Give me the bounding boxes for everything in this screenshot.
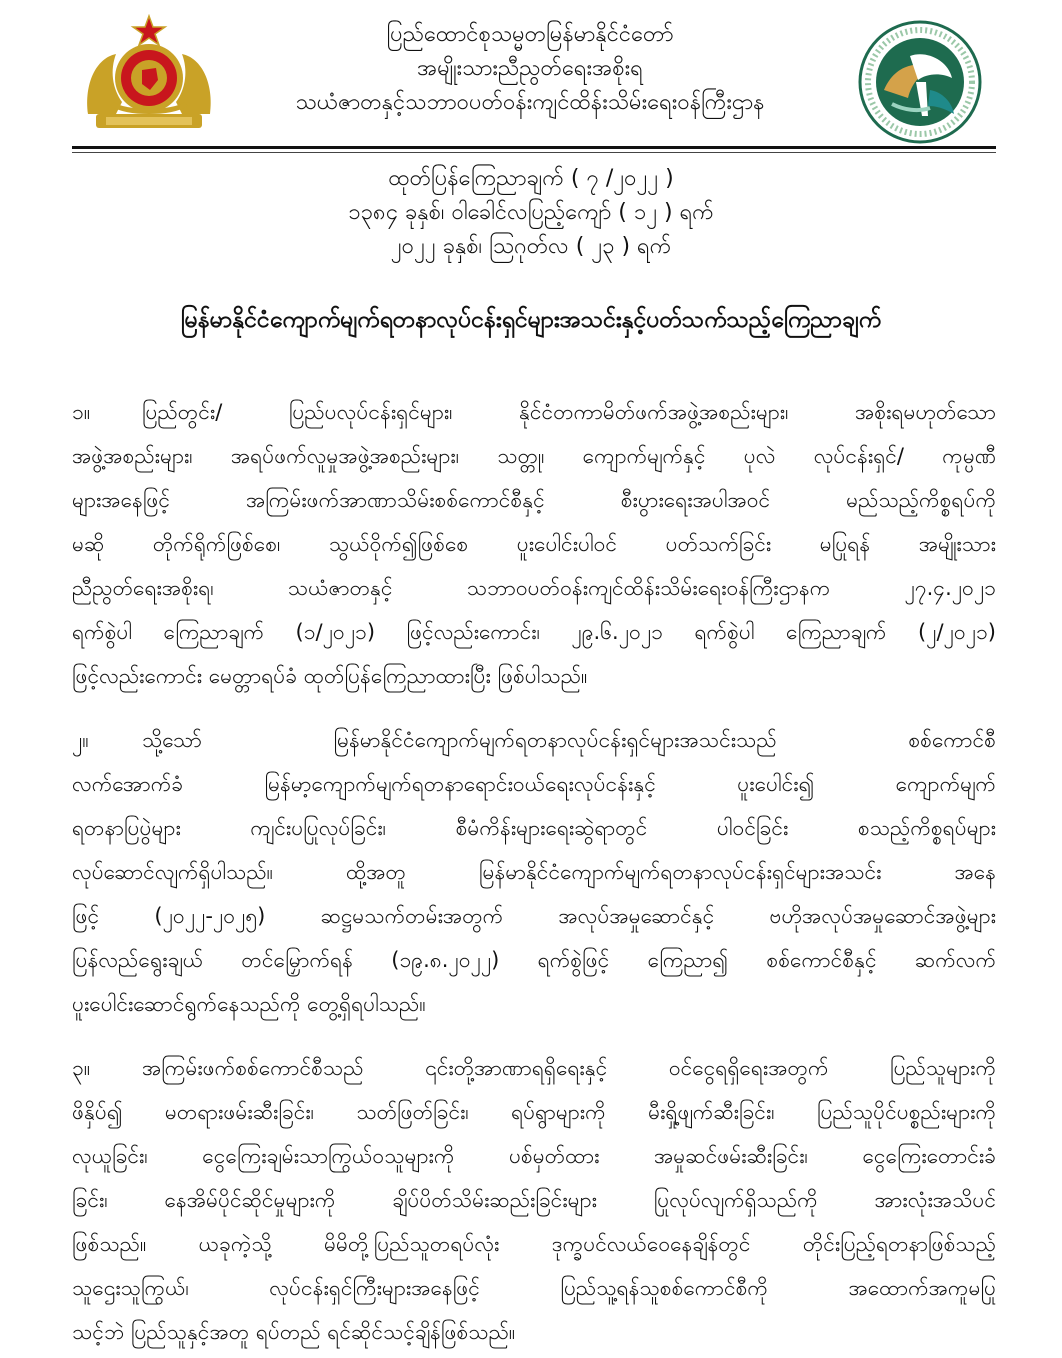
letterhead-text [230,18,830,120]
paragraph-line: လက်အောက်ခံ မြန်မာ့ကျောက်မျက်ရတနာရောင်းဝယ်ရေးလုပ်ငန်းနှင့် ပူးပေါင်း၍ ကျောက်မျက် [72,772,996,796]
paragraph-3 [72,1046,996,1354]
paragraph-line: ပြန်လည်ရွေးချယ် တင်မြှောက်ရန် (၁၉.၈.၂၀၂၂) ရက်စွဲဖြင့် ကြေညာ၍ စစ်ကောင်စီနှင့် ဆက်လက် [72,948,996,972]
paragraph-line: ၂။ သို့သော် မြန်မာနိုင်ငံကျောက်မျက်ရတနာလုပ်ငန်းရှင်များအသင်းသည် စစ်ကောင်စီ [72,718,996,762]
paragraph-number: ၁။ [72,400,91,424]
header-divider-thin [72,152,996,153]
notice-title: မြန်မာနိုင်ငံကျောက်မျက်ရတနာလုပ်ငန်းရှင်များအသင်းနှင့်ပတ်သက်သည့်ကြေညာချက် [180,307,882,333]
paragraph-number: ၃။ [72,1056,91,1080]
paragraph-line: ပူးပေါင်းဆောင်ရွက်နေသည်ကို တွေ့ရှိရပါသည်။ [72,992,426,1016]
state-seal-emblem-icon [82,14,216,132]
notice-number: ထုတ်ပြန်ကြေညာချက် ( ၇ /၂၀၂၂ ) [388,166,674,191]
paragraph-line: ဖြင့်လည်းကောင်း မေတ္တာရပ်ခံ ထုတ်ပြန်ကြေညာထားပြီး ဖြစ်ပါသည်။ [72,664,588,688]
government-name: အမျိုးသားညီညွတ်ရေးအစိုးရ [417,56,643,81]
paragraph-line: ၃။ အကြမ်းဖက်စစ်ကောင်စီသည် ၎င်းတို့အာဏာရရှိရေးနှင့် ဝင်ငွေရရှိရေးအတွက် ပြည်သူများကို [72,1046,996,1090]
ministry-name: သယံဇာတနှင့်သဘာဝပတ်ဝန်းကျင်ထိန်းသိမ်းရေးဝန်ကြီးဌာန [295,90,765,115]
header-divider [72,146,996,149]
letterhead [0,0,1062,150]
paragraph-line: ရတနာပြပွဲများ ကျင်းပပြုလုပ်ခြင်း၊ စီမံကိန်းများရေးဆွဲရာတွင် ပါဝင်ခြင်း စသည့်ကိစ္စရပ်များ [72,816,996,840]
paragraph-1 [72,390,996,698]
paragraph-line: အဖွဲ့အစည်းများ၊ အရပ်ဖက်လူမှုအဖွဲ့အစည်းများ၊ သတ္တု၊ ကျောက်မျက်နှင့် ပုလဲ လုပ်ငန်းရှင်/ ကုမ္ပဏီ [72,444,996,468]
country-name: ပြည်ထောင်စုသမ္မတမြန်မာနိုင်ငံတော် [386,22,674,47]
paragraph-number: ၂။ [72,728,89,752]
paragraph-line: ရက်စွဲပါ ကြေညာချက် (၁/၂၀၂၁) ဖြင့်လည်းကောင်း၊ ၂၉.၆.၂၀၂၁ ရက်စွဲပါ ကြေညာချက် (၂/၂၀၂၁) [72,620,996,644]
ministry-logo-icon [856,20,984,144]
paragraph-line: ဖြင့် (၂၀၂၂-၂၀၂၅) ဆဋ္ဌမသက်တမ်းအတွက် အလုပ်အမှုဆောင်နှင့် ဗဟိုအလုပ်အမှုဆောင်အဖွဲ့များ [72,904,996,928]
paragraph-line: ညီညွတ်ရေးအစိုးရ၊ သယံဇာတနှင့် သဘာဝပတ်ဝန်းကျင်ထိန်းသိမ်းရေးဝန်ကြီးဌာနက ၂၇.၄.၂၀၂၁ [72,576,996,600]
paragraph-line: ၁။ ပြည်တွင်း/ ပြည်ပလုပ်ငန်းရှင်များ၊ နိုင်ငံတကာမိတ်ဖက်အဖွဲ့အစည်းများ၊ အစိုးရမဟုတ်သော [72,390,996,434]
paragraph-line: သူဌေးသူကြွယ်၊ လုပ်ငန်းရှင်ကြီးများအနေဖြင့် ပြည်သူ့ရန်သူစစ်ကောင်စီကို အထောက်အကူမပြု [72,1276,996,1300]
paragraph-line: ဖြစ်သည်။ ယခုကဲ့သို့ မိမိတို့ပြည်သူတရပ်လုံး ဒုက္ခပင်လယ်ဝေနေချိန်တွင် တိုင်းပြည့်ရတနာဖြစ်သည့် [72,1232,996,1256]
paragraph-line: လုပ်ဆောင်လျက်ရှိပါသည်။ ထို့အတူ မြန်မာနိုင်ငံကျောက်မျက်ရတနာလုပ်ငန်းရှင်များအသင်း အနေ [72,860,996,884]
notice-meta [200,162,862,264]
paragraph-line: မဆို တိုက်ရိုက်ဖြစ်စေ၊ သွယ်ဝိုက်၍ဖြစ်စေ ပူးပေါင်းပါဝင် ပတ်သက်ခြင်း မပြုရန် အမျိုးသား [72,532,996,556]
paragraph-line: ဖိနှိပ်၍ မတရားဖမ်းဆီးခြင်း၊ သတ်ဖြတ်ခြင်း၊ ရပ်ရွာများကို မီးရှို့ဖျက်ဆီးခြင်း၊ ပြည်သူပိုင်ပစ္စည်းများကို [72,1100,996,1124]
gregorian-date: ၂၀၂၂ ခုနှစ်၊ ဩဂုတ်လ ( ၂၃ ) ရက် [390,234,672,259]
paragraph-line: လုယူခြင်း၊ ငွေကြေးချမ်းသာကြွယ်ဝသူများကို ပစ်မှတ်ထား အမှုဆင်ဖမ်းဆီးခြင်း၊ ငွေကြေးတောင်းခံ [72,1144,996,1168]
paragraph-line: သင့်ဘဲ ပြည်သူနှင့်အတူ ရပ်တည် ရင်ဆိုင်သင့်ချိန်ဖြစ်သည်။ [72,1320,516,1344]
paragraph-line: ခြင်း၊ နေအိမ်ပိုင်ဆိုင်မှုများကို ချိပ်ပိတ်သိမ်းဆည်းခြင်းများ ပြုလုပ်လျက်ရှိသည်ကို အားလုံးအသိပင် [72,1188,996,1212]
myanmar-date: ၁၃၈၄ ခုနှစ်၊ ဝါခေါင်လပြည့်ကျော် ( ၁၂ ) ရက် [348,200,714,225]
paragraph-line: များအနေဖြင့် အကြမ်းဖက်အာဏာသိမ်းစစ်ကောင်စီနှင့် စီးပွားရေးအပါအဝင် မည်သည့်ကိစ္စရပ်ကို [72,488,996,512]
paragraph-2 [72,718,996,1026]
